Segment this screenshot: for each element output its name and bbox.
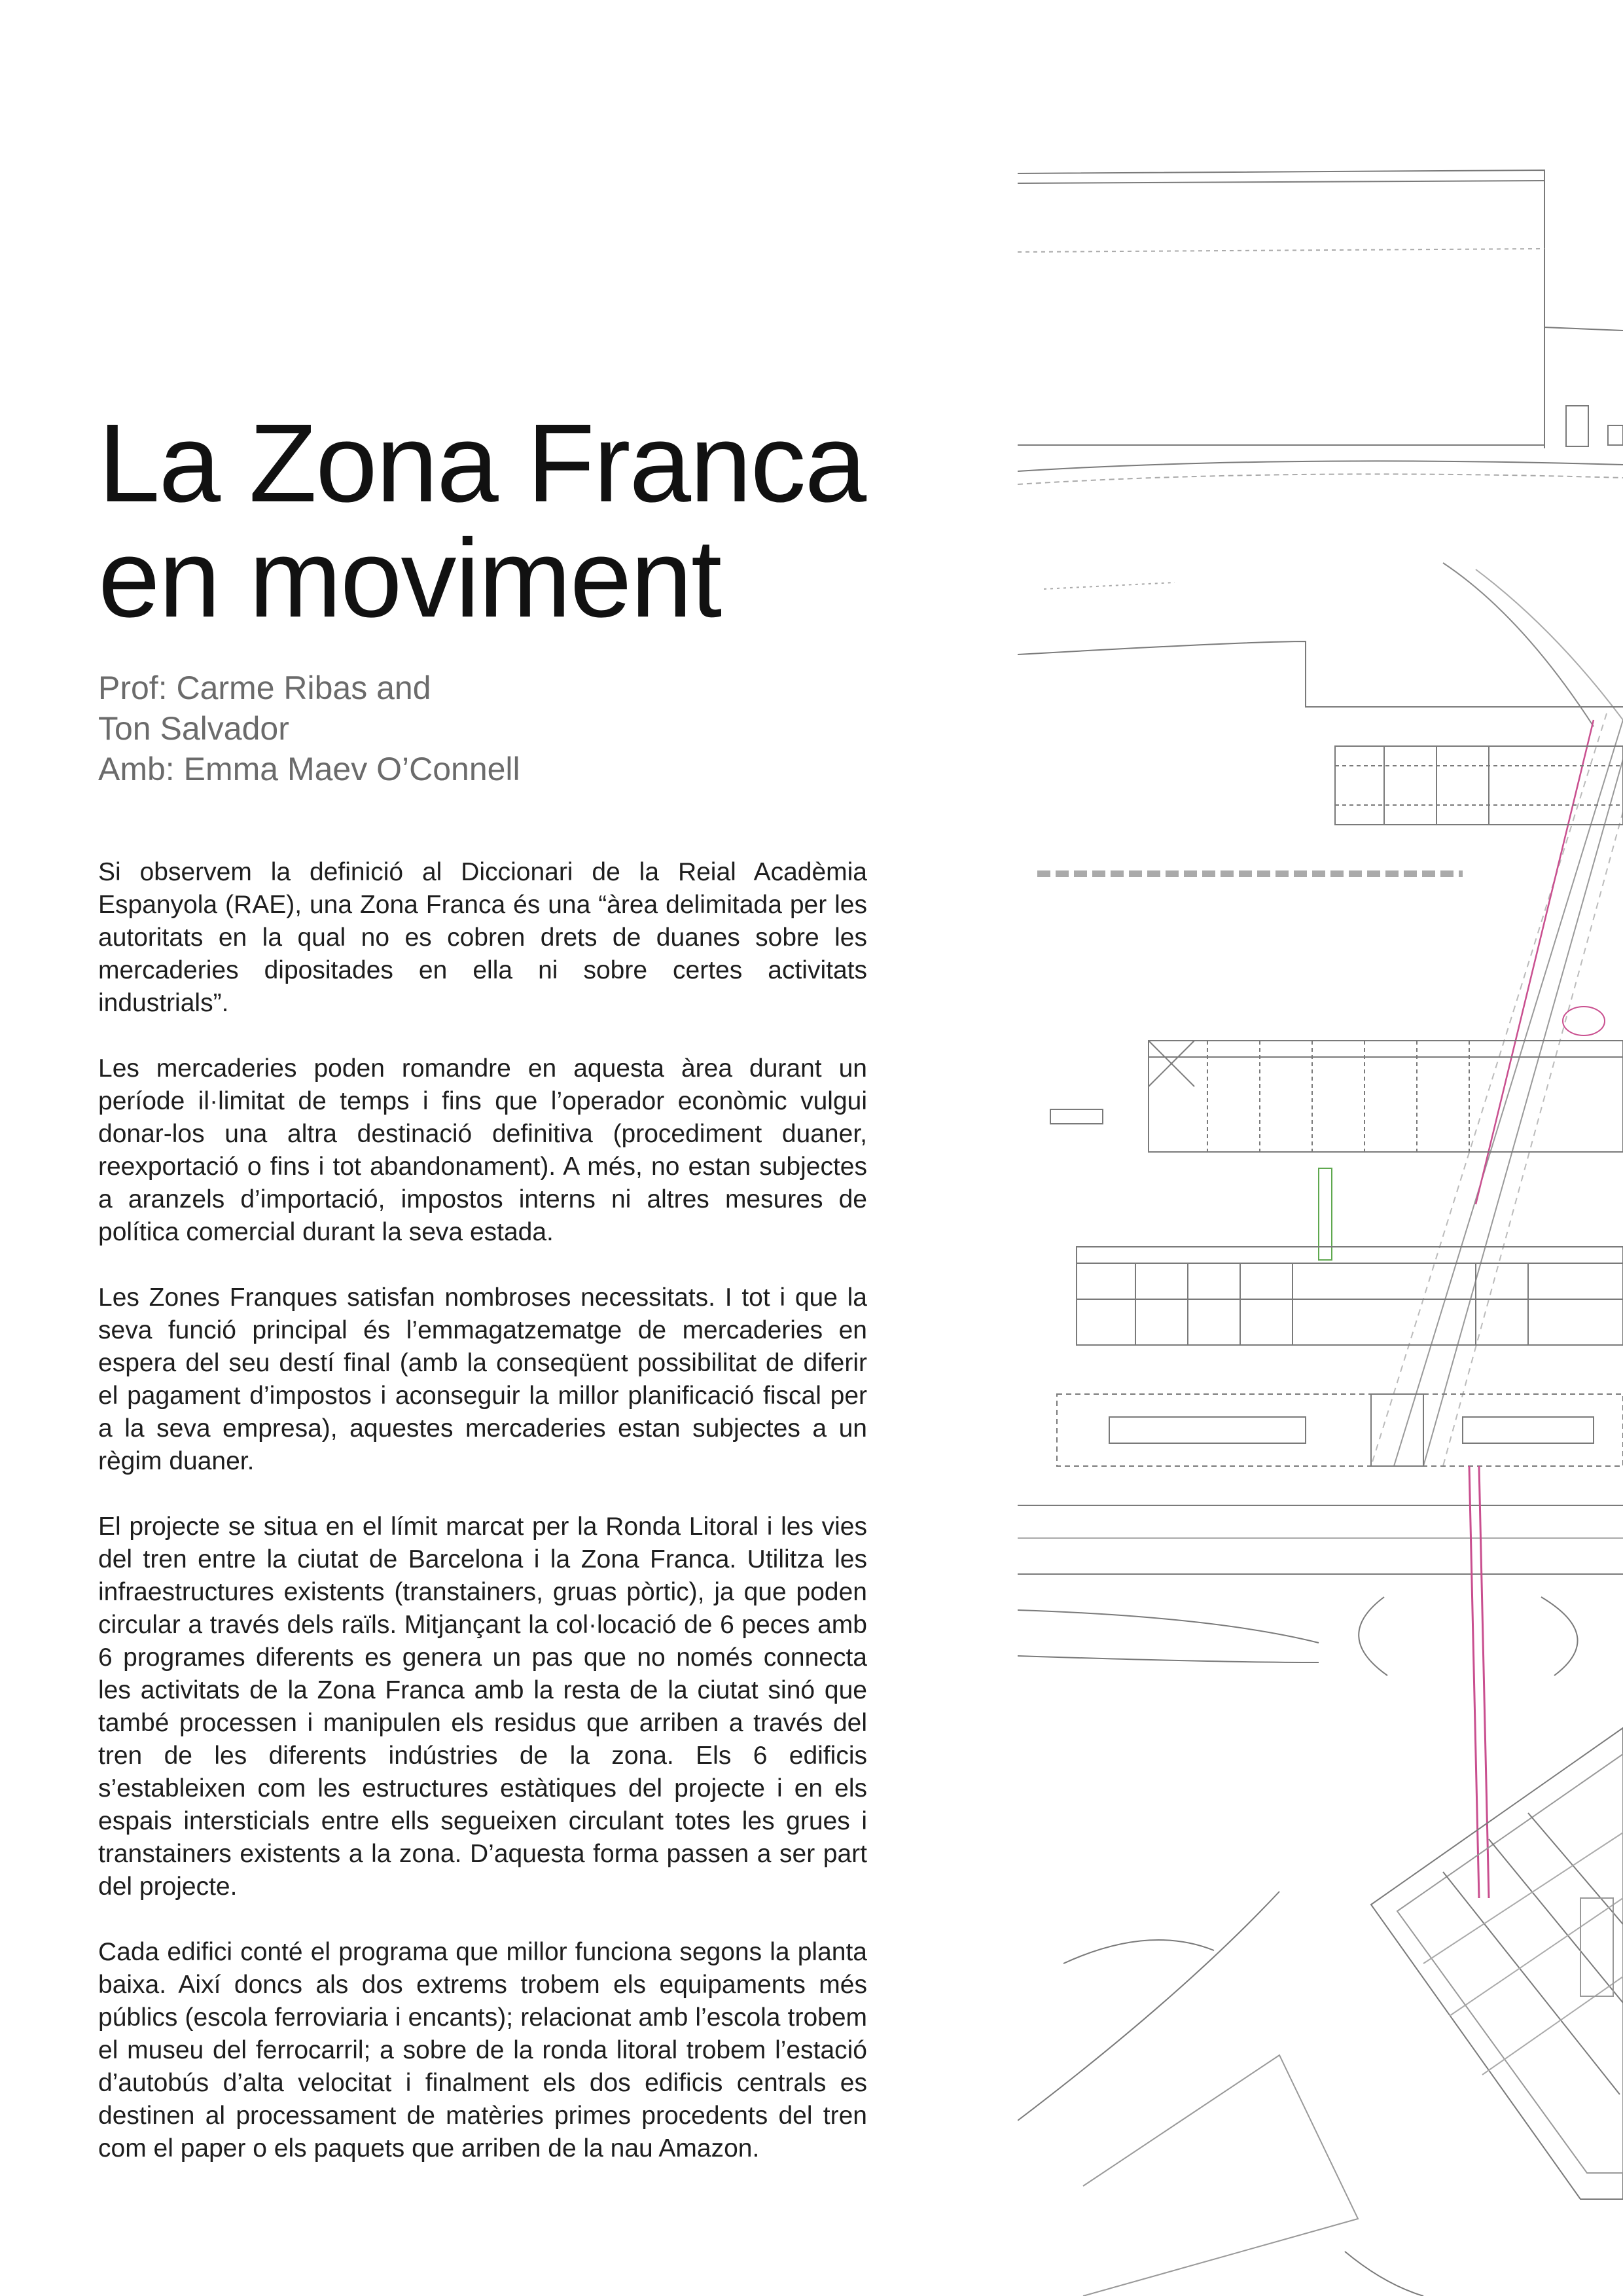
road-strip [1018, 1505, 1623, 1574]
credits [98, 668, 883, 789]
paragraph-3: Les Zones Franques satisfan nombroses necessitats. I tot i que la seva funció principal és l’emmagatzematge de mercaderies en espera del seu destí final (amb la conseqüent possibilitat de diferir el pagament d’impostos i aconseguir la millor planificació fiscal per a la seva empresa), aquestes mercaderies estan subjectes a un règim duaner. [98, 1283, 867, 1475]
architectural-site-plan [1018, 157, 1623, 2296]
bottom-lots [1018, 1892, 1423, 2296]
credit-line-1: Prof: Carme Ribas and [98, 670, 431, 706]
credit-line-2: Ton Salvador [98, 710, 289, 747]
rail-corridor [1371, 713, 1623, 1466]
bottom-building [1371, 1728, 1623, 2199]
title-line-1: La Zona Franca [98, 401, 866, 526]
building-1 [1335, 746, 1623, 825]
building-2 [1050, 1041, 1623, 1152]
paragraph-2: Les mercaderies poden romandre en aquesta àrea durant un període il·limitat de temps i fins que l’operador econòmic vulgui donar-los una altra destinació definitiva (procediment duaner, reexportació o fins i tot abandonament). A més, no estan subjectes a aranzels d’importació, impostos interns ni altres mesures de política comercial durant la seva estada. [98, 1054, 867, 1246]
body-text [98, 856, 867, 2198]
page-title [98, 401, 916, 641]
credit-line-3: Amb: Emma Maev O’Connell [98, 751, 520, 787]
building-4 [1057, 1394, 1623, 1466]
paragraph-4: El projecte se situa en el límit marcat per la Ronda Litoral i les vies del tren entre la ciutat de Barcelona i la Zona Franca. Utilitza les infraestructures existents (transtainers, gruas pòrtic), ja que poden circular a través dels raïls. Mitjançant la col·locació de 6 peces amb 6 programes diferents es genera un pas que no només connecta les activitats de la Zona Franca amb la resta de la ciutat sinó que també processen i manipulen els residus que arriben a través del tren de les diferents indústries de la zona. Els 6 edificis s’estableixen com les estructures estàtiques del projecte i en els espais intersticials entre ells segueixen circulant totes les grues i transtainers existents a la zona. D’aquesta forma passen a ser part del projecte. [98, 1513, 867, 1901]
paragraph-5: Cada edifici conté el programa que millor funciona segons la planta baixa. Així doncs als dos extrems trobem els equipaments més públics (escola ferroviaria i encants); relacionat amb l’escola trobem el museu del ferrocarril; a sobre de la ronda litoral trobem l’estació d’autobús d’alta velocitat i finalment els dos edificis centrals es destinen al processament de matèries primes procedents del tren com el paper o els paquets que arriben de la nau Amazon. [98, 1938, 867, 2162]
building-3 [1077, 1247, 1623, 1345]
title-line-2: en moviment [98, 516, 721, 641]
road-curves [1018, 461, 1623, 726]
top-warehouse [1018, 170, 1623, 448]
roundabout [1018, 1597, 1578, 1676]
paragraph-1: Si observem la definició al Diccionari de la Reial Acadèmia Espanyola (RAE), una Zona Franca és una “àrea delimitada per les autoritats en la qual no es cobren drets de duanes sobre les mercaderies dipositades en ella ni sobre certes activitats industrials”. [98, 858, 867, 1017]
